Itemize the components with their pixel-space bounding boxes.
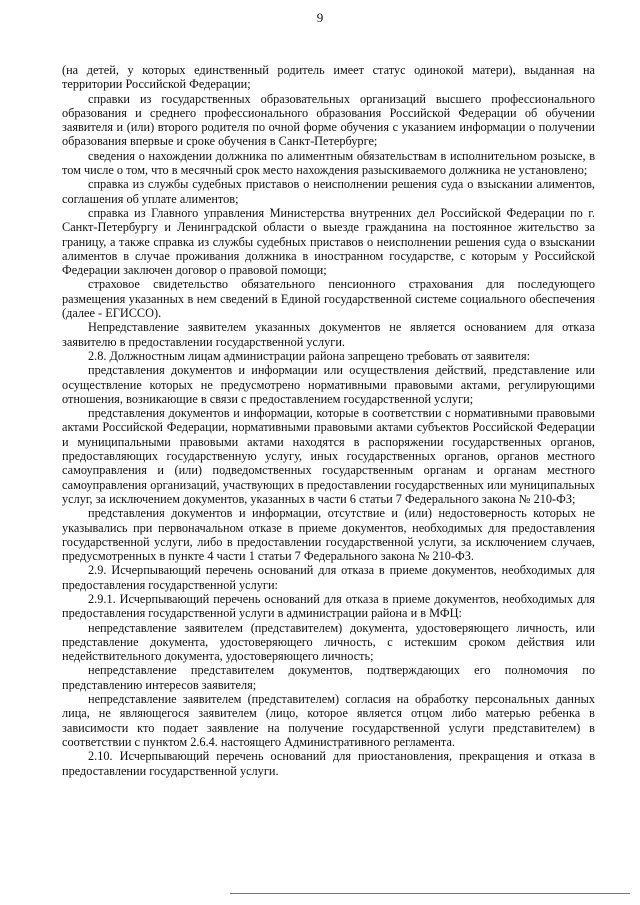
paragraph-requirement-1: представления документов и информации или осуществления действий, представление или осуществление которых не предусмотрено нормативными правовыми актами, регулирующими отношения, возникающие в связи с предоставлением государственной услуги; (62, 363, 595, 406)
paragraph-refusal-reason-3: непредставление заявителем (представителем) согласия на обработку персональных данных лица, не являющегося заявителем (лицо, которое является отцом либо матерью ребенка в зависимости кто подает заявление на получение государственной услуги представителем) в соответствии с пунктом 2.6.4. настоящего Административного регламента. (62, 692, 595, 749)
page-number: 9 (316, 10, 324, 25)
paragraph-section-2-9-1: 2.9.1. Исчерпывающий перечень оснований для отказа в приеме документов, необходимых для предоставления государственной услуги в администрации района и в МФЦ: (62, 591, 595, 621)
paragraph-requirement-3: представления документов и информации, отсутствие и (или) недостоверность которых не указывались при первоначальном отказе в приеме документов, необходимых для предоставления государственной услуги, либо в предоставлении государственной услуги, за исключением случаев, предусмотренных в пункте 4 части 1 статьи 7 Федерального закона № 210-ФЗ. (62, 506, 595, 564)
paragraph-section-2-9: 2.9. Исчерпывающий перечень оснований для отказа в приеме документов, необходимых для предоставления государственной услуги: (62, 563, 595, 592)
paragraph-non-submission: Непредставление заявителем указанных документов не является основанием для отказа заявителю в предоставлении государственной услуги. (62, 320, 595, 349)
paragraph-continuation: (на детей, у которых единственный родитель имеет статус одинокой матери), выданная на территории Российской Федерации; (62, 63, 595, 92)
paragraph-refusal-reason-2: непредставление представителем документов, подтверждающих его полномочия по представлению интересов заявителя; (62, 663, 595, 692)
bottom-divider (230, 893, 630, 894)
paragraph-refusal-reason-1: непредставление заявителем (представителем) документа, удостоверяющего личность, или представление документа, удостоверяющего личность, с истекшим сроком действия или недействительного документа, удостоверяющего личность; (62, 620, 595, 664)
paragraph-requirement-2: представления документов и информации, которые в соответствии с нормативными правовыми актами Российской Федерации, нормативными правовыми актами субъектов Российской Федерации и муниципальными правовыми актами находятся в распоряжении государственных органов, предоставляющих государственную услугу, иных государственных органов, органов местного самоуправления и (или) подведомственных государственным органам и органам местного самоуправления организаций, участвующих в предоставлении государственных или муниципальных услуг, за исключением документов, указанных в части 6 статьи 7 Федерального закона № 210-ФЗ; (62, 406, 595, 506)
paragraph-police-certificate: справка из Главного управления Министерства внутренних дел Российской Федерации по г. Санкт-Петербургу и Ленинградской области о выезде гражданина на постоянное жительство за границу, а также справка из службы судебных приставов о неисполнении решения суда о взыскании алиментов в случае проживания должника в иностранном государстве, с которым у Российской Федерации заключен договор о правовой помощи; (62, 205, 595, 278)
paragraph-section-2-10: 2.10. Исчерпывающий перечень оснований для приостановления, прекращения и отказа в предоставлении государственной услуги. (62, 749, 595, 778)
document-body (62, 63, 595, 778)
paragraph-insurance-certificate: страховое свидетельство обязательного пенсионного страхования для последующего размещения указанных в нем сведений в Единой государственной системе социального обеспечения (далее - ЕГИССО). (62, 277, 595, 321)
paragraph-section-2-8: 2.8. Должностным лицам администрации района запрещено требовать от заявителя: (88, 348, 531, 363)
paragraph-debtor-search: сведения о нахождении должника по алиментным обязательствам в исполнительном розыске, в том числе о том, что в месячный срок место нахождения разыскиваемого должника не установлено; (62, 148, 595, 178)
paragraph-education-certificate: справки из государственных образовательных организаций высшего профессионального образования и среднего профессионального образования Российской Федерации об обучении заявителя и (или) второго родителя по очной форме обучения с указанием информации о получении образования впервые и сроке обучения в Санкт-Петербурге; (62, 91, 595, 149)
paragraph-bailiff-certificate: справка из службы судебных приставов о неисполнении решения суда о взыскании алиментов, соглашения об уплате алиментов; (62, 177, 595, 206)
